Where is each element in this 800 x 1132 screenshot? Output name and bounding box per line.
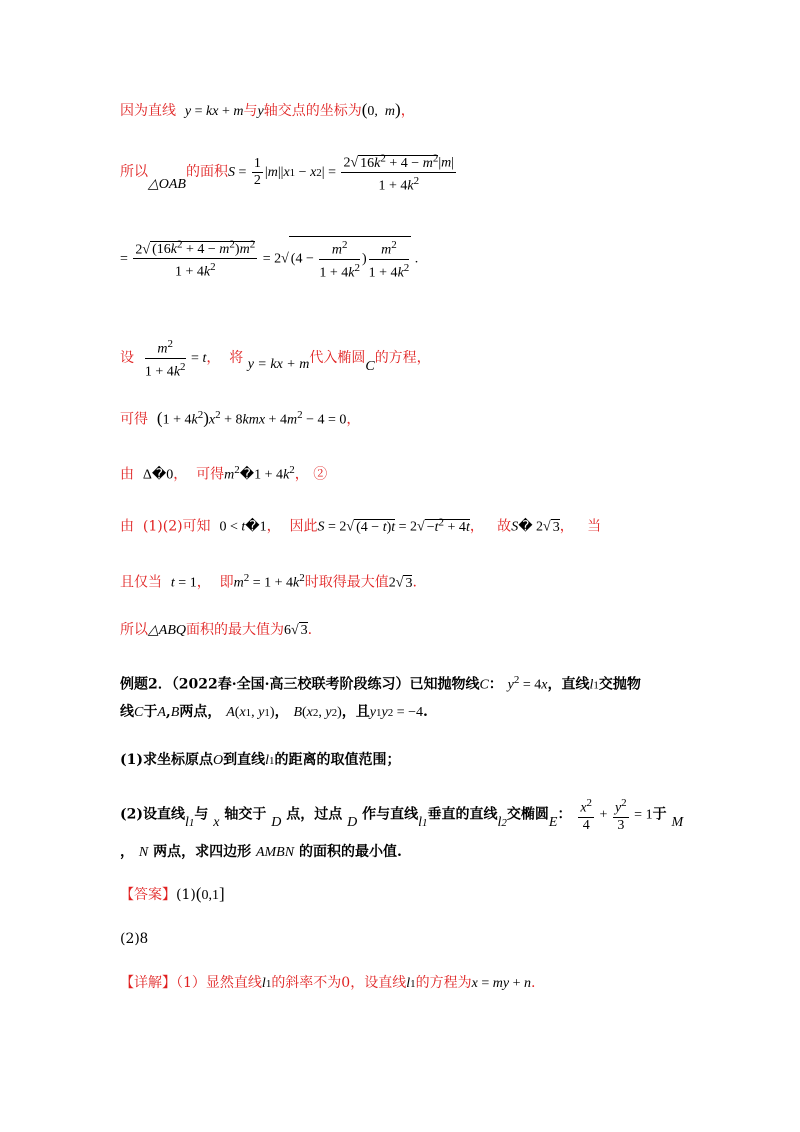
text-line-9-render: 所以△ABQ面积的最大值为6√ 3. [120,622,313,638]
text-line-12-render: (1)求坐标原点O到直线l1的距离的取值范围； [120,752,401,768]
text-line-6-render: 由 Δ�0， 可得$m^2�1 + 4k^2$， ② [120,464,328,483]
text-line-1-render: 因为直线 y = kx + m与y轴交点的坐标为(0, m)， [120,100,415,119]
text-line-10-render: 例题2．（2022春·全国·高三校联考阶段练习）已知抛物线C： $y^2 = 4x$，直线l1交抛物 [120,674,641,693]
text-line-11-render: 线C于A,B两点， A(x1, y1)， B(x2, y2)，且y1y2 = −4. [120,704,428,720]
text-line-3-render: = $\frac{2√ (16k^2 + 4 - m^2)m^2}{1 + 4k^2}$ = 2√ (4 − $\frac{m^2}{1 + 4k^2}$ ) $\frac{m^2}{1 + 4k^2}$ . [120,236,418,281]
text-line-16-render: (2)8 [120,930,148,947]
text-line-2-render: 所以△OAB的面积S = $\frac{1}{2}$ |m||x1 − x2| = $\frac{2√ 16k^2 + 4 - m^2|m|}{1 + 4k^2}$ [120,152,455,194]
text-line-17-render: 【详解】（1）显然直线l1的斜率不为0，设直线l1的方程为x = my + n. [120,975,536,991]
text-line-15-render: 【答案】(1)(0,1] [120,884,225,903]
text-line-14-render: ， N 两点，求四边形 AMBN 的面积的最小值. [120,844,402,860]
text-line-7-render: 由 (1)(2)可知 0 < t�1， 因此S = 2√ $(4 - t)t = 2√ -t^2 + 4t$， 故S� 2√ 3， 当 [120,516,602,535]
text-line-8-render: 且仅当 t = 1， 即$m^2 = 1 + 4k^2$时取得最大值2√ 3. [120,572,417,591]
text-line-4-render: 设 $\frac{m^2}{1 + 4k^2}$ = t， 将 y = kx + m代入椭圆C的方程， [120,338,431,380]
text-line-13-render: (2)设直线l1与 x 轴交于 D 点，过点 D 作与直线l1垂直的直线l2交椭圆E： $\frac{x^2}{4}$ + $\frac{y^2}{3}$ = 1于 M [120,797,684,833]
text-line-5-render: 可得 $(1 + 4k^2)x^2 + 8kmx + 4m^2 - 4 = 0$， [120,408,361,428]
